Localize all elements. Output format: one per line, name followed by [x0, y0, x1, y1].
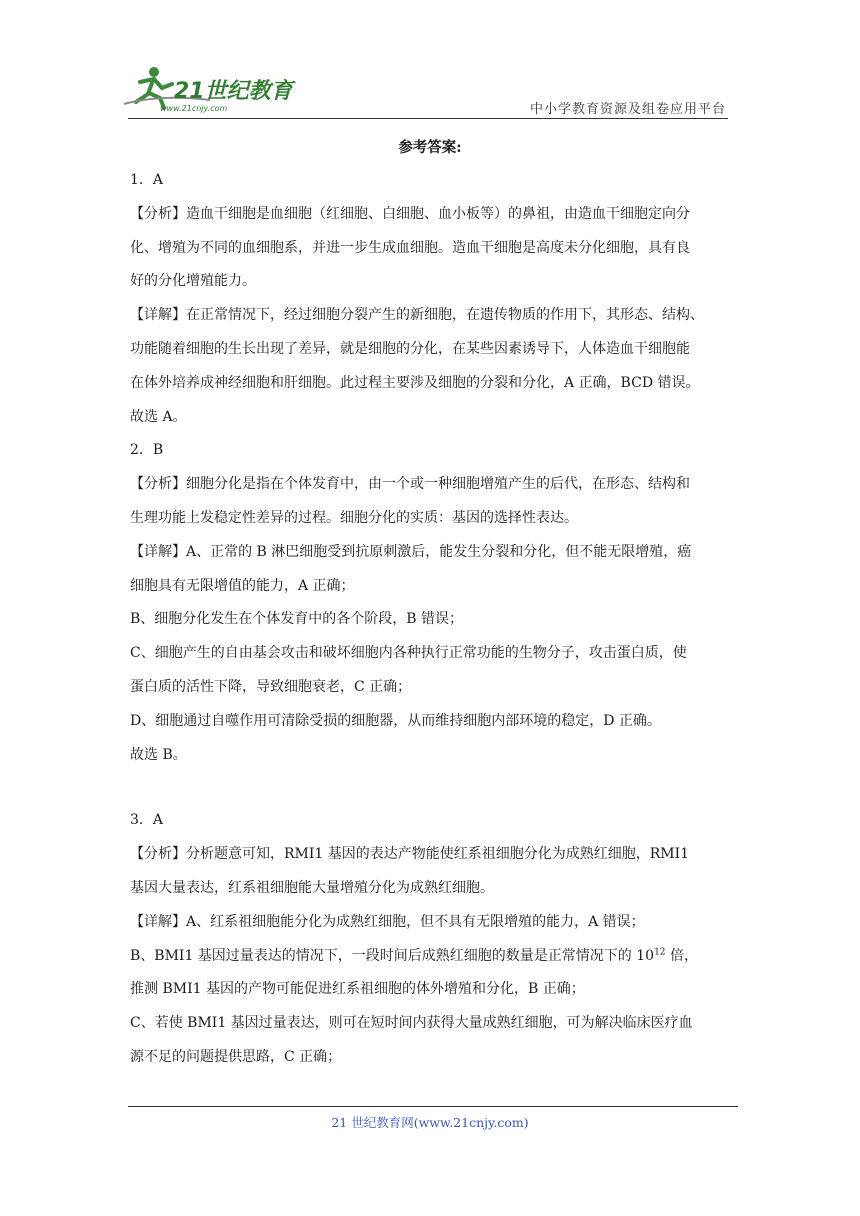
text-line: 好的分化增殖能力。: [130, 273, 256, 290]
text-line: 故选 B。: [130, 746, 187, 763]
logo-url: www.21cnjy.com: [160, 104, 228, 113]
text-line: B、细胞分化发生在个体发育中的各个阶段，B 错误；: [130, 611, 464, 628]
platform-name: 中小学教育资源及组卷应用平台: [529, 102, 726, 117]
text-segment: B、BMI1 基因过量表达的情况下，一段时间后成熟红细胞的数量是正常情况下的 10: [130, 947, 655, 964]
header-divider: [128, 118, 728, 119]
text-line: 【分析】细胞分化是指在个体发育中，由一个或一种细胞增殖产生的后代，在形态、结构和: [130, 476, 690, 493]
text-line: 细胞具有无限增值的能力，A 正确；: [130, 577, 355, 594]
paragraph-gap: [130, 772, 730, 804]
logo: [120, 64, 300, 114]
text-line: C、若使 BMI1 基因过量表达，则可在短时间内获得大量成熟红细胞，可为解决临床医疗血: [130, 1015, 693, 1032]
page-header: [0, 0, 860, 120]
text-segment: 倍，: [665, 947, 698, 964]
text-line: 【详解】A、正常的 B 淋巴细胞受到抗原刺激后，能发生分裂和分化，但不能无限增殖，癌: [130, 543, 692, 560]
text-line: 生理功能上发稳定性差异的过程。细胞分化的实质：基因的选择性表达。: [130, 509, 578, 526]
text-line: 基因大量表达，红系祖细胞能大量增殖分化为成熟红细胞。: [130, 879, 494, 896]
exponent: 12: [654, 946, 666, 957]
text-line: 【分析】造血干细胞是血细胞（红细胞、白细胞、血小板等）的鼻祖，由造血干细胞定向分: [130, 205, 690, 222]
text-line: 在体外培养成神经细胞和肝细胞。此过程主要涉及细胞的分裂和分化，A 正确，BCD 错误。: [130, 374, 700, 391]
footer-divider: [128, 1106, 738, 1107]
answer-content: [130, 132, 730, 1075]
text-line: 推测 BMI1 基因的产物可能促进红系祖细胞的体外增殖和分化，B 正确；: [130, 981, 585, 998]
text-line: 【详解】在正常情况下，经过细胞分裂产生的新细胞，在遗传物质的作用下，其形态、结构、: [130, 307, 704, 324]
text-line: 2．B: [130, 442, 164, 459]
logo-text: 21世纪教育: [174, 79, 293, 104]
text-line: 1．A: [130, 172, 164, 188]
page-title: 参考答案:: [398, 139, 462, 156]
text-line: 源不足的问题提供思路，C 正确；: [130, 1048, 342, 1065]
text-line: D、细胞通过自噬作用可清除受损的细胞器，从而维持细胞内部环境的稳定，D 正确。: [130, 712, 661, 729]
footer-link[interactable]: 21 世纪教育网(www.21cnjy.com): [331, 1115, 529, 1130]
text-line-with-superscript: [130, 940, 730, 974]
text-line: 化、增殖为不同的血细胞系，并进一步生成血细胞。造血干细胞是高度未分化细胞，具有良: [130, 239, 690, 256]
text-line: 故选 A。: [130, 408, 187, 425]
text-line: C、细胞产生的自由基会攻击和破坏细胞内各种执行正常功能的生物分子，攻击蛋白质，使: [130, 645, 687, 662]
text-line: 3．A: [130, 812, 164, 829]
text-line: 【详解】A、红系祖细胞能分化为成熟红细胞，但不具有无限增殖的能力，A 错误；: [130, 913, 645, 930]
text-line: 【分析】分析题意可知，RMI1 基因的表达产物能使红系祖细胞分化为成熟红细胞，RMI1: [130, 846, 690, 863]
text-line: 功能随着细胞的生长出现了差异，就是细胞的分化，在某些因素诱导下，人体造血干细胞能: [130, 340, 690, 357]
text-line: 蛋白质的活性下降，导致细胞衰老，C 正确；: [130, 678, 412, 695]
